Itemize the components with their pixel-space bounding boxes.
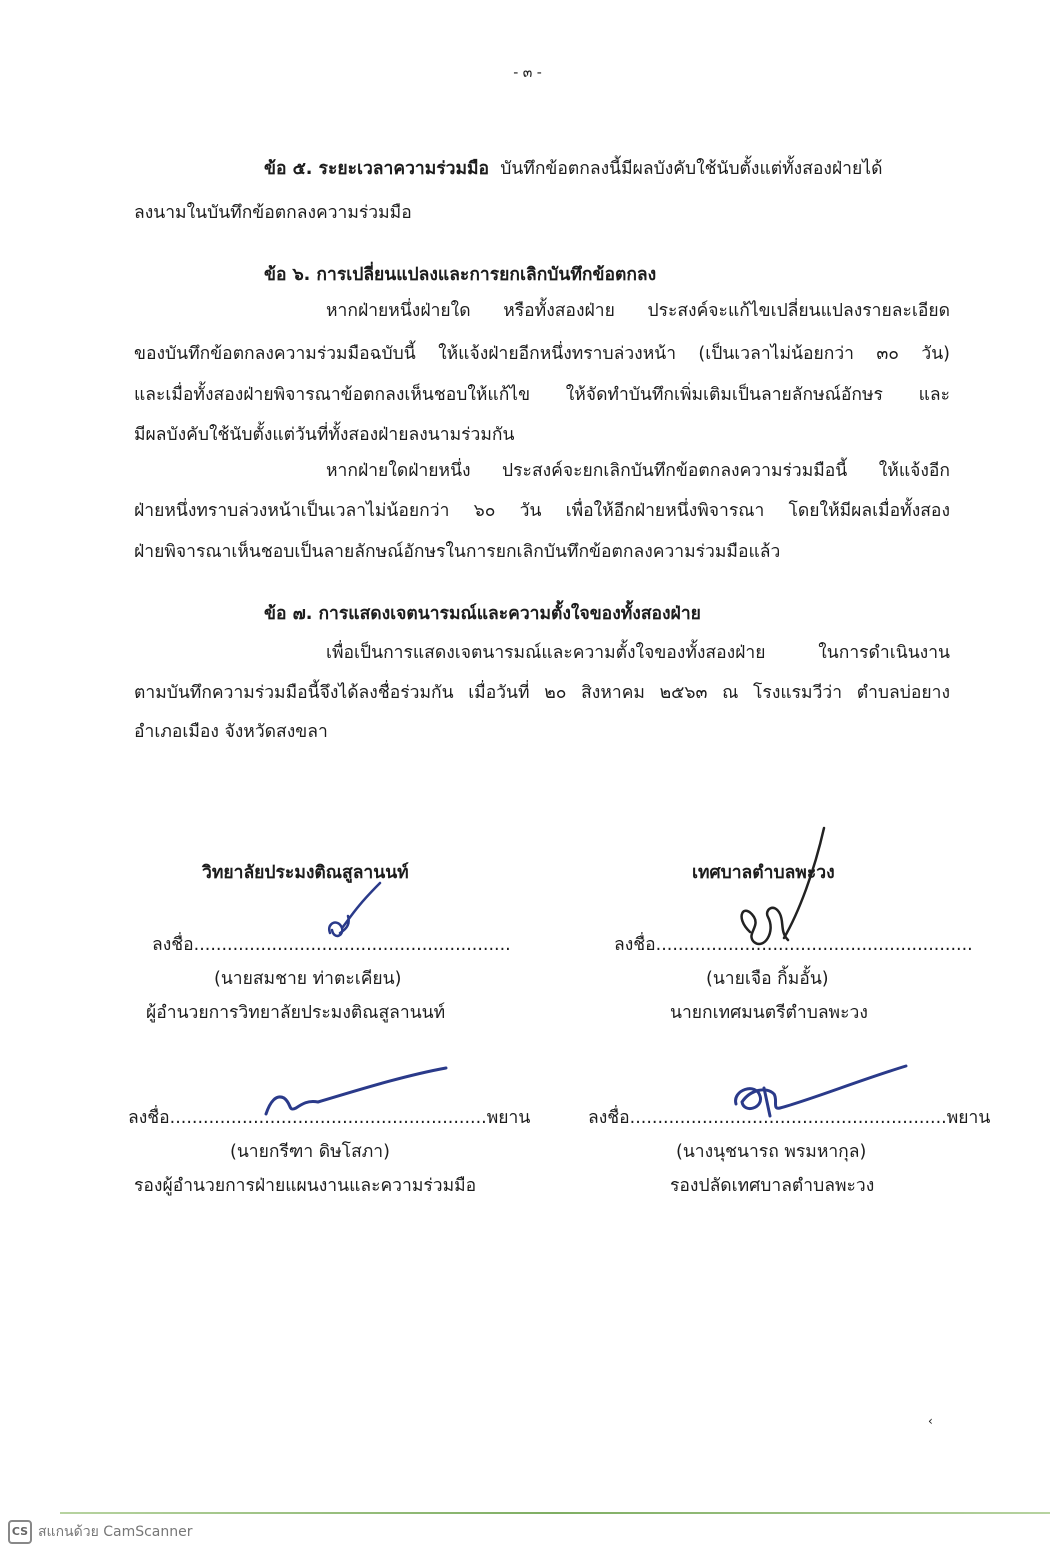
sec6-p1-line1: หากฝ่ายหนึ่งฝ่ายใด หรือทั้งสองฝ่าย ประสงค์จะแก้ไขเปลี่ยนแปลงรายละเอียด [326, 301, 950, 321]
sec6-p1-line4: มีผลบังคับใช้นับตั้งแต่วันที่ทั้งสองฝ่ายลงนามร่วมกัน [134, 425, 515, 445]
sec7-line3: อำเภอเมือง จังหวัดสงขลา [134, 722, 328, 742]
sec5-heading: ข้อ ๕. ระยะเวลาความร่วมมือ [264, 159, 490, 179]
right-signature-image [724, 822, 854, 952]
right-witness-name: (นางนุชนารถ พรมหากุล) [676, 1142, 867, 1162]
right-signer-name: (นายเจือ กิ้มอั้น) [706, 969, 829, 989]
left-witness-title: รองผู้อำนวยการฝ่ายแผนงานและความร่วมมือ [134, 1176, 477, 1196]
left-witness-signature-image [262, 1062, 452, 1122]
left-witness-sign-line: ลงชื่อ.........................................................พยาน [128, 1108, 531, 1128]
watermark-text: สแกนด้วย CamScanner [38, 1524, 193, 1540]
sec5-line1 [264, 156, 882, 182]
sec7-heading: ข้อ ๗. การแสดงเจตนารมณ์และความตั้งใจของทั้งสองฝ่าย [264, 604, 701, 624]
left-witness-name: (นายกรีฑา ดิษโสภา) [230, 1142, 390, 1162]
scan-edge-line [60, 1512, 1050, 1514]
left-signature-image [320, 878, 390, 948]
left-signer-name: (นายสมชาย ท่าตะเคียน) [214, 969, 402, 989]
sec6-heading: ข้อ ๖. การเปลี่ยนแปลงและการยกเลิกบันทึกข้อตกลง [264, 265, 657, 285]
sec6-p2-line1: หากฝ่ายใดฝ่ายหนึ่ง ประสงค์จะยกเลิกบันทึกข้อตกลงความร่วมมือนี้ ให้แจ้งอีก [326, 461, 950, 481]
right-witness-signature-image [730, 1060, 910, 1120]
sec6-p1-line3: และเมื่อทั้งสองฝ่ายพิจารณาข้อตกลงเห็นชอบให้แก้ไข ให้จัดทำบันทึกเพิ่มเติมเป็นลายลักษณ์อักษร และ [134, 385, 950, 405]
sec5-text: บันทึกข้อตกลงนี้มีผลบังคับใช้นับตั้งแต่ทั้งสองฝ่ายได้ [500, 159, 883, 179]
sec6-p2-line2: ฝ่ายหนึ่งทราบล่วงหน้าเป็นเวลาไม่น้อยกว่า ๖๐ วัน เพื่อให้อีกฝ่ายหนึ่งพิจารณา โดยให้มีผลเมื่อทั้งสอง [134, 501, 950, 521]
left-org-name: วิทยาลัยประมงติณสูลานนท์ [202, 863, 409, 883]
camscanner-logo-icon: CS [8, 1520, 32, 1544]
right-witness-title: รองปลัดเทศบาลตำบลพะวง [670, 1176, 875, 1196]
sec7-line1: เพื่อเป็นการแสดงเจตนารมณ์และความตั้งใจของทั้งสองฝ่าย ในการดำเนินงาน [326, 643, 950, 663]
sec6-p1-line2: ของบันทึกข้อตกลงความร่วมมือฉบับนี้ ให้แจ้งฝ่ายอีกหนึ่งทราบล่วงหน้า (เป็นเวลาไม่น้อยกว่า ๓๐ วัน) [134, 344, 950, 364]
sec6-p2-line3: ฝ่ายพิจารณาเห็นชอบเป็นลายลักษณ์อักษรในการยกเลิกบันทึกข้อตกลงความร่วมมือแล้ว [134, 542, 781, 562]
right-org-name: เทศบาลตำบลพะวง [692, 863, 835, 883]
sec7-line2: ตามบันทึกความร่วมมือนี้จึงได้ลงชื่อร่วมกัน เมื่อวันที่ ๒๐ สิงหาคม ๒๕๖๓ ณ โรงแรมวีว่า ตำบลบ่อยาง [134, 683, 950, 703]
right-witness-sign-line: ลงชื่อ.........................................................พยาน [588, 1108, 991, 1128]
page-number: - ๓ - [513, 65, 542, 81]
right-signer-title: นายกเทศมนตรีตำบลพะวง [670, 1003, 868, 1023]
scanner-watermark [8, 1520, 193, 1544]
left-sign-line: ลงชื่อ......................................................... [152, 935, 511, 955]
scan-speck: ‹ [928, 1414, 933, 1428]
right-sign-line: ลงชื่อ......................................................... [614, 935, 973, 955]
left-signer-title: ผู้อำนวยการวิทยาลัยประมงติณสูลานนท์ [146, 1003, 446, 1023]
sec5-line2: ลงนามในบันทึกข้อตกลงความร่วมมือ [134, 203, 412, 223]
